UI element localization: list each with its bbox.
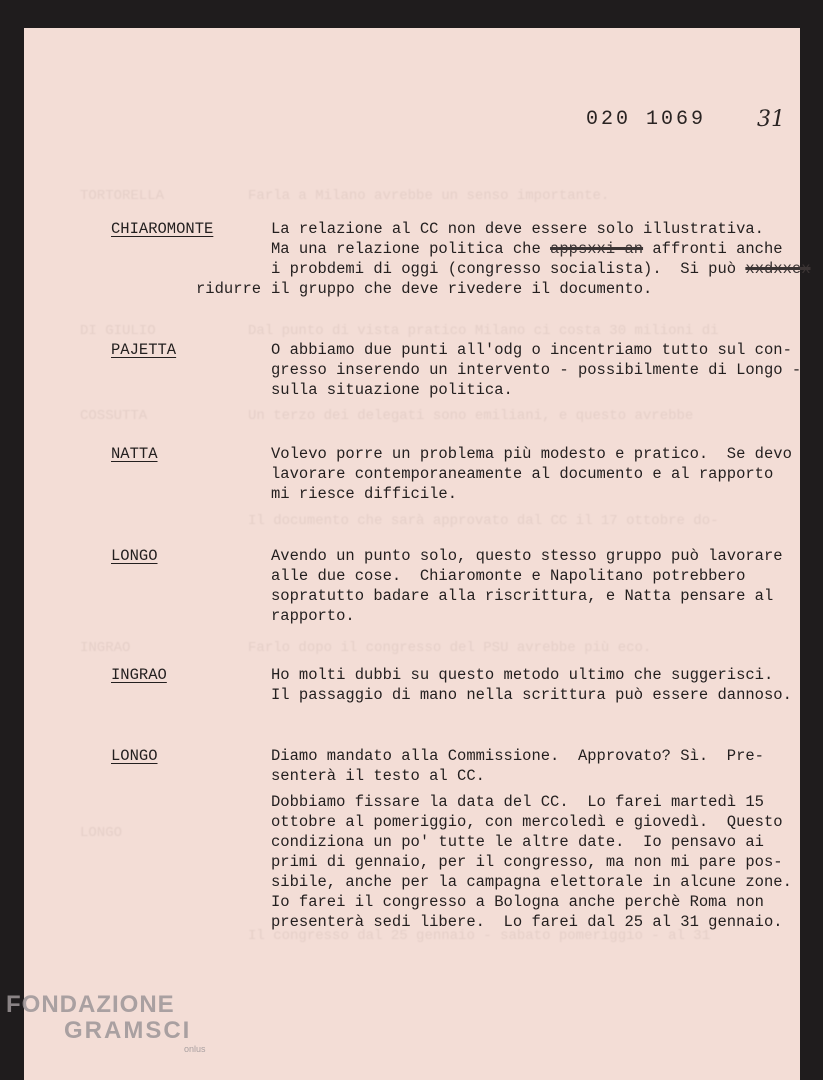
text-segment: Diamo mandato alla Commissione. Approvato? Sì. Pre- (271, 747, 764, 765)
text-segment: Volevo porre un problema più modesto e pratico. Se devo (271, 445, 792, 463)
text-segment: condiziona un po' tutte le altre date. Io pensavo ai (271, 833, 764, 851)
speaker-name: PAJETTA (111, 341, 177, 359)
text-segment: presenterà sedi libere. Lo farei dal 25 al 31 gennaio. (271, 913, 783, 931)
text-segment: Avendo un punto solo, questo stesso gruppo può lavorare (271, 547, 783, 565)
text-line (271, 793, 764, 811)
page-number: 31 (757, 107, 785, 132)
text-line (271, 445, 792, 463)
fondazione-gramsci-logo (6, 992, 206, 1054)
text-line (271, 686, 792, 704)
logo-line-2: GRAMSCI (64, 1017, 192, 1044)
text-segment: affronti anche (643, 240, 783, 258)
document-number: 020 1069 (586, 108, 707, 131)
text-line (271, 893, 764, 911)
text-line (271, 381, 513, 399)
text-line (271, 873, 792, 891)
bleed-through: Il congresso dal 25 gennaio - sabato pomeriggio - al 31 (80, 928, 711, 944)
text-line (271, 587, 773, 605)
text-segment: Ma una relazione politica che (271, 240, 551, 258)
text-segment: sibile, anche per la campagna elettorale in alcune zone. (271, 873, 792, 891)
text-line (271, 607, 355, 625)
text-segment: O abbiamo due punti all'odg o incentriamo tutto sul con- (271, 341, 792, 359)
text-line (271, 260, 811, 278)
text-line (271, 833, 764, 851)
text-segment: mi riesce difficile. (271, 485, 458, 503)
text-line (271, 361, 801, 379)
text-line (271, 485, 457, 503)
text-segment: i probdemi di oggi (congresso socialista). Si può (271, 260, 746, 278)
text-segment: sopratutto badare alla riscrittura, e Natta pensare al (271, 587, 774, 605)
text-line (271, 341, 792, 359)
bleed-through: Il documento che sarà approvato dal CC il 17 ottobre do- (80, 513, 719, 529)
text-segment: primi di gennaio, per il congresso, ma non mi pare pos- (271, 853, 783, 871)
bleed-through: COSSUTTA Un terzo dei delegati sono emiliani, e questo avrebbe (80, 408, 694, 424)
text-segment: alle due cose. Chiaromonte e Napolitano potrebbero (271, 567, 746, 585)
text-segment: La relazione al CC non deve essere solo illustrativa. (271, 220, 764, 238)
text-segment: Il passaggio di mano nella scrittura può essere dannoso. (271, 686, 792, 704)
text-segment: Io farei il congresso a Bologna anche perchè Roma non (271, 893, 764, 911)
speaker-name: INGRAO (111, 666, 167, 684)
text-segment: sulla situazione politica. (271, 381, 513, 399)
bleed-through: INGRAO Farlo dopo il congresso del PSU avrebbe più eco. (80, 640, 652, 656)
document-page (24, 28, 811, 1080)
text-segment: gresso inserendo un intervento - possibilmente di Longo - (271, 361, 802, 379)
text-line (271, 240, 783, 258)
text-segment: rapporto. (271, 607, 355, 625)
text-segment: Dobbiamo fissare la data del CC. Lo farei martedì 15 (271, 793, 764, 811)
text-line (271, 547, 783, 565)
speaker-name: LONGO (111, 747, 158, 765)
text-line (271, 220, 764, 238)
struck-text: xxdxxex (745, 260, 811, 278)
speaker-name: NATTA (111, 445, 158, 463)
text-line (271, 853, 783, 871)
text-line (271, 465, 773, 483)
text-segment: il gruppo che deve rivedere il documento. (271, 280, 653, 298)
text-line (271, 666, 773, 684)
logo-line-1: FONDAZIONE (6, 991, 175, 1018)
text-line (271, 280, 652, 298)
text-segment: Ho molti dubbi su questo metodo ultimo che suggerisci. (271, 666, 774, 684)
bleed-through: LONGO (80, 825, 123, 841)
text-line (271, 913, 783, 931)
bleed-through: DI GIULIO Dal punto di vista pratico Milano ci costa 30 milioni di (80, 323, 719, 339)
text-segment: ottobre al pomeriggio, con mercoledì e giovedì. Questo (271, 813, 783, 831)
speaker-name: CHIAROMONTE (111, 220, 214, 238)
struck-text: appsxxi an (550, 240, 644, 258)
logo-line-3: onlus (184, 1044, 206, 1054)
text-line (271, 767, 485, 785)
text-segment: senterà il testo al CC. (271, 767, 485, 785)
text-line (271, 567, 745, 585)
text-line (271, 813, 783, 831)
text-line (271, 747, 764, 765)
text-segment: lavorare contemporaneamente al documento e al rapporto (271, 465, 774, 483)
speaker-name: LONGO (111, 547, 158, 565)
bleed-through: TORTORELLA Farla a Milano avrebbe un senso importante. (80, 188, 610, 204)
line-prefix: ridurre (196, 280, 262, 298)
